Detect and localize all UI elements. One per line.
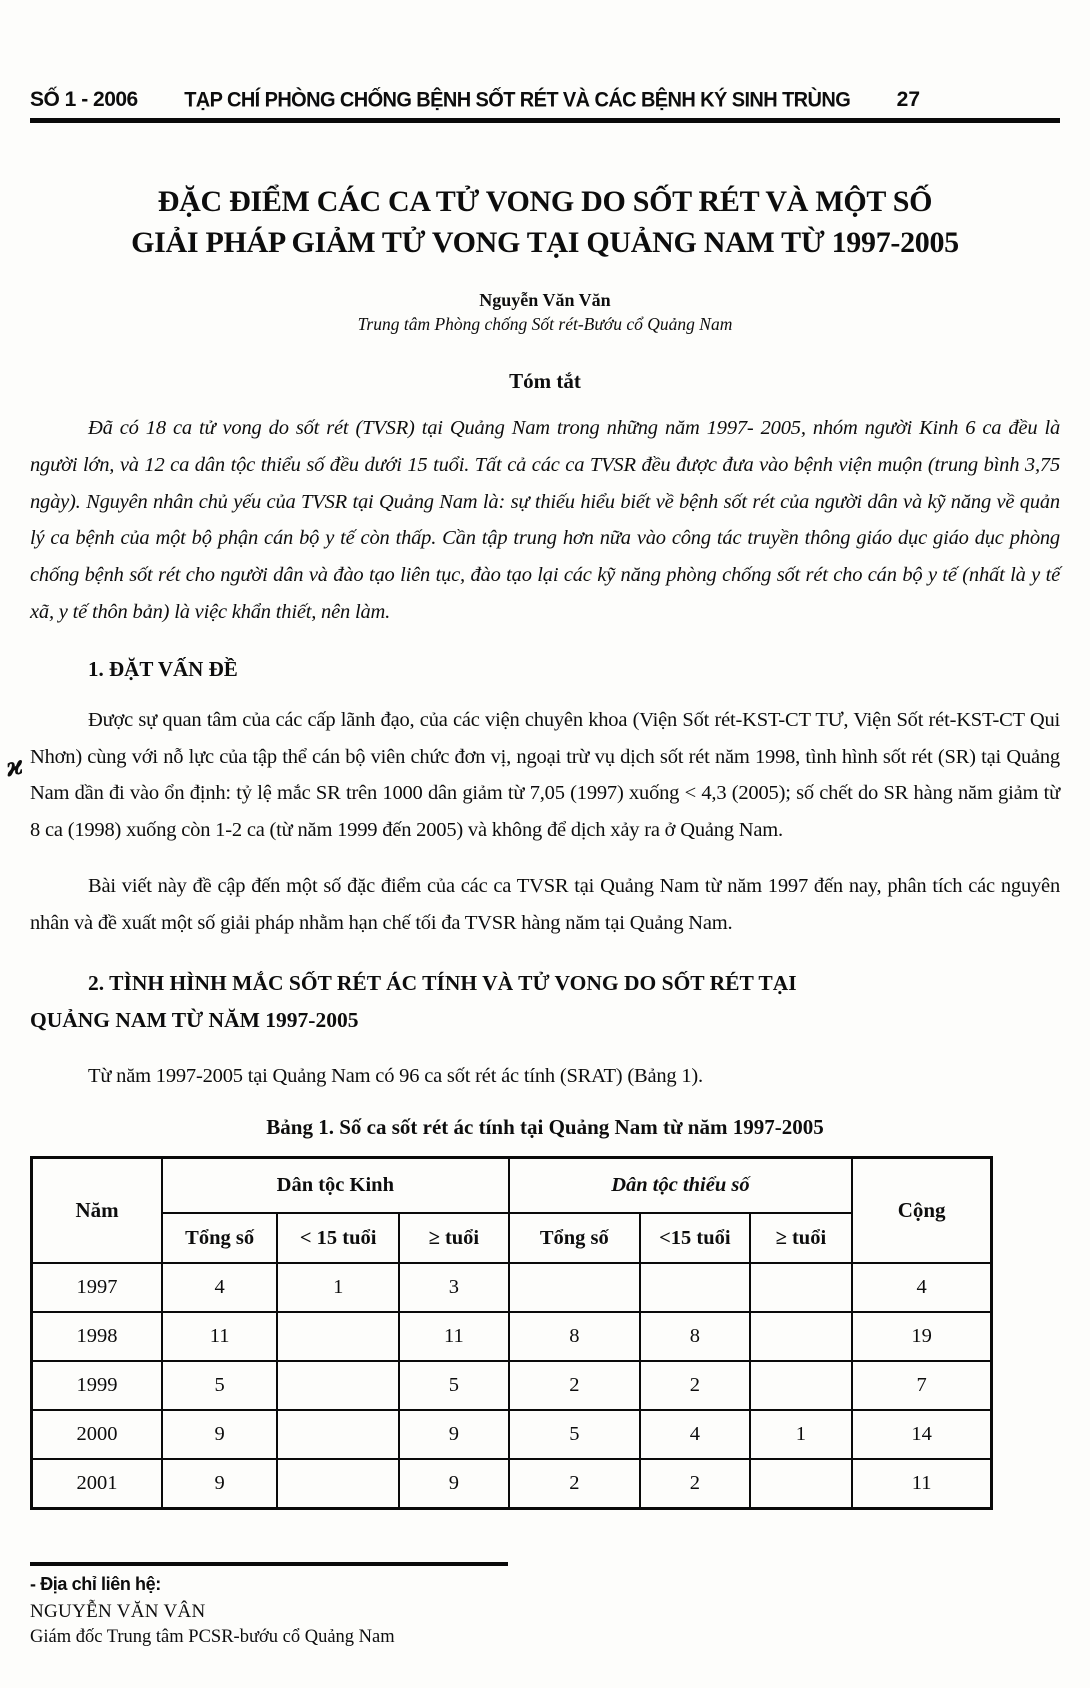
cell-value: 11 xyxy=(162,1312,277,1361)
cell-value xyxy=(750,1459,853,1508)
cell-year: 1998 xyxy=(32,1312,163,1361)
table-row-2000 xyxy=(32,1410,992,1459)
subheader-minority-over: ≥ tuổi xyxy=(750,1213,853,1263)
cell-value: 9 xyxy=(162,1459,277,1508)
cell-year: 1997 xyxy=(32,1263,163,1312)
table-row-1998 xyxy=(32,1312,992,1361)
cell-value: 4 xyxy=(162,1263,277,1312)
cell-value: 1 xyxy=(277,1263,399,1312)
author-affiliation: Trung tâm Phòng chống Sốt rét-Bướu cổ Quảng Nam xyxy=(357,313,733,334)
cell-value: 2 xyxy=(509,1459,641,1508)
cell-value: 5 xyxy=(399,1361,508,1410)
cell-value: 1 xyxy=(750,1410,853,1459)
cell-total: 14 xyxy=(852,1410,991,1459)
cell-value: 8 xyxy=(640,1312,749,1361)
handwritten-margin-mark: ϰ xyxy=(3,750,26,784)
cell-value xyxy=(750,1361,853,1410)
cell-value xyxy=(277,1459,399,1508)
cell-value: 9 xyxy=(162,1410,277,1459)
table-row-2001 xyxy=(32,1459,992,1508)
cell-value xyxy=(277,1312,399,1361)
column-group-minority: Dân tộc thiểu số xyxy=(509,1157,853,1213)
contact-footer xyxy=(30,1562,1060,1648)
cell-value: 2 xyxy=(640,1459,749,1508)
cell-value xyxy=(750,1263,853,1312)
cell-value xyxy=(277,1410,399,1459)
subheader-kinh-total: Tổng số xyxy=(162,1213,277,1263)
section2-heading xyxy=(30,965,1060,1038)
cell-value xyxy=(750,1312,853,1361)
abstract-text: Đã có 18 ca tử vong do sốt rét (TVSR) tại Quảng Nam trong những năm 1997- 2005, nhóm người Kinh 6 ca đều là người lớn, và 12 ca dân tộc thiểu số đều dưới 15 tuổi. Tất cả các ca TVSR đều được đưa vào bệnh viện muộn (trung bình 3,75 ngày). Nguyên nhân chủ yếu của TVSR tại Quảng Nam là: sự thiếu hiểu biết về bệnh sốt rét của người dân và kỹ năng về quản lý ca bệnh của một bộ phận cán bộ y tế còn thấp. Cần tập trung hơn nữa vào công tác truyền thông giáo dục giáo dục phòng chống bệnh sốt rét cho người dân và đào tạo liên tục, đào tạo lại các kỹ năng phòng chống sốt rét cho cán bộ y tế (nhất là y tế xã, y tế thôn bản) là việc khẩn thiết, nên làm. xyxy=(30,416,1060,624)
column-header-year: Năm xyxy=(32,1157,163,1263)
cell-value: 9 xyxy=(399,1410,508,1459)
table-row-1999 xyxy=(32,1361,992,1410)
page-number: 27 xyxy=(896,88,920,111)
subheader-kinh-under15: < 15 tuổi xyxy=(277,1213,399,1263)
section1-paragraph2: Bài viết này đề cập đến một số đặc điểm của các ca TVSR tại Quảng Nam từ năm 1997 đến nay, phân tích các nguyên nhân và đề xuất một số giải pháp nhằm hạn chế tối đa TVSR hàng năm tại Quảng Nam. xyxy=(30,875,1060,934)
subheader-minority-total: Tổng số xyxy=(509,1213,641,1263)
table-group-header-row xyxy=(32,1157,992,1213)
section1-paragraph1: Được sự quan tâm của các cấp lãnh đạo, của các viện chuyên khoa (Viện Sốt rét-KST-CT TƯ, Viện Sốt rét-KST-CT Qui Nhơn) cùng với nỗ lực của tập thể cán bộ viên chức đơn vị, ngoại trừ vụ dịch sốt rét năm 1998, tình hình sốt rét (SR) tại Quảng Nam dần đi vào ổn định: tỷ lệ mắc SR trên 1000 dân giảm từ 7,05 (1997) xuống < 4,3 (2005); số chết do SR hàng năm giảm từ 8 ca (1998) xuống còn 1-2 ca (từ năm 1999 đến 2005) và không để dịch xảy ra ở Quảng Nam. xyxy=(30,709,1060,841)
abstract-heading: Tóm tắt xyxy=(509,368,581,393)
cell-total: 11 xyxy=(852,1459,991,1508)
cell-total: 4 xyxy=(852,1263,991,1312)
cell-value: 9 xyxy=(399,1459,508,1508)
section2-paragraph: Từ năm 1997-2005 tại Quảng Nam có 96 ca sốt rét ác tính (SRAT) (Bảng 1). xyxy=(88,1065,703,1088)
table-caption: Bảng 1. Số ca sốt rét ác tính tại Quảng Nam từ năm 1997-2005 xyxy=(266,1114,824,1139)
section1-heading: 1. ĐẶT VẤN ĐỀ xyxy=(88,657,238,682)
journal-title: TẠP CHÍ PHÒNG CHỐNG BỆNH SỐT RÉT VÀ CÁC BỆNH KÝ SINH TRÙNG xyxy=(184,88,851,112)
issue-number: SỐ 1 - 2006 xyxy=(30,88,138,111)
cell-total: 7 xyxy=(852,1361,991,1410)
cell-value: 5 xyxy=(509,1410,641,1459)
column-header-total: Cộng xyxy=(852,1157,991,1263)
article-title-line1: ĐẶC ĐIỂM CÁC CA TỬ VONG DO SỐT RÉT VÀ MỘT SỐ xyxy=(157,185,933,218)
contact-label: - Địa chỉ liên hệ: xyxy=(30,1573,161,1594)
cell-value xyxy=(277,1361,399,1410)
table-sub-header-row xyxy=(32,1213,992,1263)
cell-year: 1999 xyxy=(32,1361,163,1410)
subheader-minority-under15: <15 tuổi xyxy=(640,1213,749,1263)
journal-header xyxy=(30,0,1060,123)
cell-value xyxy=(509,1263,641,1312)
cell-value: 2 xyxy=(509,1361,641,1410)
cell-value: 5 xyxy=(162,1361,277,1410)
contact-name: NGUYỄN VĂN VÂN xyxy=(30,1600,206,1622)
author-name: Nguyễn Văn Văn xyxy=(479,289,611,310)
column-group-kinh: Dân tộc Kinh xyxy=(162,1157,509,1213)
cell-value: 11 xyxy=(399,1312,508,1361)
cell-year: 2001 xyxy=(32,1459,163,1508)
cell-value: 3 xyxy=(399,1263,508,1312)
section2-heading-line2: QUẢNG NAM TỪ NĂM 1997-2005 xyxy=(30,1007,359,1032)
cell-total: 19 xyxy=(852,1312,991,1361)
contact-role: Giám đốc Trung tâm PCSR-bướu cổ Quảng Nam xyxy=(30,1626,395,1647)
cell-value: 2 xyxy=(640,1361,749,1410)
article-title-line2: GIẢI PHÁP GIẢM TỬ VONG TẠI QUẢNG NAM TỪ 1997-2005 xyxy=(131,226,959,260)
cell-value: 8 xyxy=(509,1312,641,1361)
section2-heading-line1: 2. TÌNH HÌNH MẮC SỐT RÉT ÁC TÍNH VÀ TỬ VONG DO SỐT RÉT TẠI xyxy=(88,971,797,996)
article-title xyxy=(30,181,1060,264)
cell-value xyxy=(640,1263,749,1312)
footnote-divider xyxy=(30,1562,508,1566)
cell-value: 4 xyxy=(640,1410,749,1459)
cell-year: 2000 xyxy=(32,1410,163,1459)
subheader-kinh-over: ≥ tuổi xyxy=(399,1213,508,1263)
srat-cases-table xyxy=(30,1156,993,1510)
table-row-1997 xyxy=(32,1263,992,1312)
